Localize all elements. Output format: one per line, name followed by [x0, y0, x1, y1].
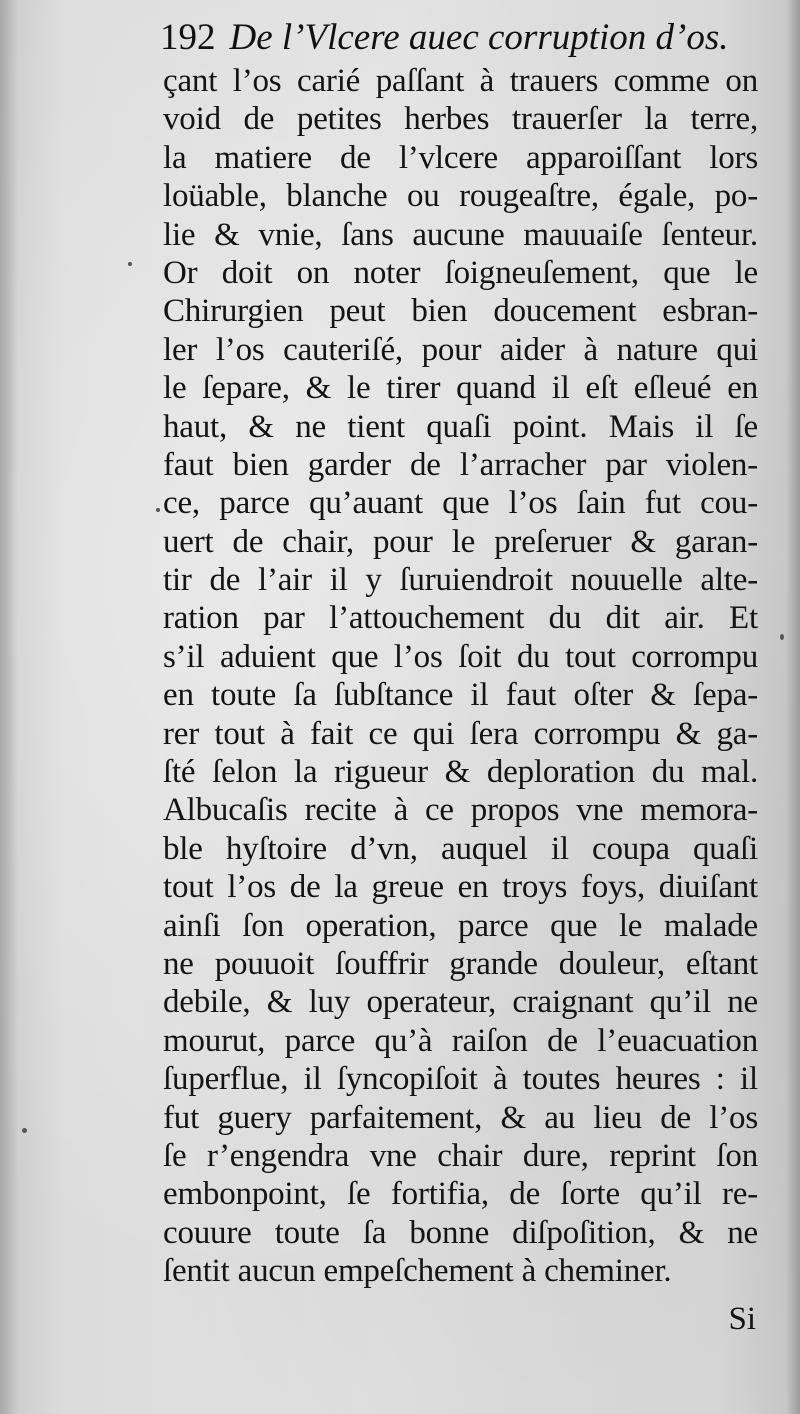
text-line: tout l’os de la greue en troys foys, diuiſant — [163, 869, 758, 906]
ink-speck — [22, 1128, 27, 1133]
ink-speck — [156, 508, 160, 512]
text-line: ler l’os cauteriſé, pour aider à nature qui — [163, 331, 758, 368]
text-line: faut bien garder de l’arracher par violen- — [163, 446, 758, 483]
text-line: haut, & ne tient quaſi point. Mais il ſe — [163, 408, 758, 445]
text-line: rer tout à fait ce qui ſera corrompu & ga- — [163, 715, 758, 752]
text-line: ce, parce qu’auant que l’os ſain fut cou- — [163, 485, 758, 522]
page-number: 192 — [160, 17, 216, 58]
text-line: uert de chair, pour le preſeruer & garan- — [163, 523, 758, 560]
text-line: Chirurgien peut bien doucement esbran- — [163, 293, 758, 330]
text-line: çant l’os carié paſſant à trauers comme on — [163, 63, 758, 99]
ink-speck — [780, 634, 784, 640]
ink-speck — [128, 262, 132, 266]
text-line: ſuperflue, il ſyncopiſoit à toutes heures : il — [163, 1061, 758, 1098]
text-line: fut guery parfaitement, & au lieu de l’os — [163, 1099, 758, 1136]
text-line: tir de l’air il y ſuruiendroit nouuelle alte- — [163, 562, 758, 599]
text-line: void de petites herbes trauerſer la terre, — [163, 101, 758, 138]
text-line: Albucaſis recite à ce propos vne memora- — [163, 792, 758, 829]
text-line: debile, & luy operateur, craignant qu’il ne — [163, 984, 758, 1021]
text-line: en toute ſa ſubſtance il faut oſter & ſepa- — [163, 677, 758, 714]
text-line: Or doit on noter ſoigneuſement, que le — [163, 254, 758, 291]
text-line: ainſi ſon operation, parce que le malade — [163, 907, 758, 944]
running-title: De l’Vlcere auec corruption d’os. — [229, 17, 729, 58]
text-line: le ſepare, & le tirer quand il eſt eſleué en — [163, 370, 758, 407]
text-line: ne pouuoit ſouffrir grande douleur, eſtant — [163, 945, 758, 982]
text-line: loüable, blanche ou rougeaſtre, égale, po- — [163, 178, 758, 215]
text-line: mourut, parce qu’à raiſon de l’euacuation — [163, 1022, 758, 1059]
text-line: couure toute ſa bonne diſpoſition, & ne — [163, 1214, 758, 1251]
text-line: embonpoint, ſe fortifia, de ſorte qu’il re- — [163, 1176, 758, 1213]
text-line: ble hyſtoire d’vn, auquel il coupa quaſi — [163, 830, 758, 867]
running-header — [160, 14, 760, 62]
page-gutter-shadow — [0, 0, 18, 1414]
text-line: s’il aduient que l’os ſoit du tout corrompu — [163, 638, 758, 675]
body-text — [163, 62, 758, 1291]
text-line: ration par l’attouchement du dit air. Et — [163, 600, 758, 637]
page-edge-shadow — [786, 0, 800, 1414]
text-line: ſe r’engendra vne chair dure, reprint ſon — [163, 1137, 758, 1174]
catchword: Si — [728, 1301, 756, 1337]
text-line: lie & vnie, ſans aucune mauuaiſe ſenteur. — [163, 216, 758, 253]
text-line: la matiere de l’vlcere apparoiſſant lors — [163, 139, 758, 176]
text-line: ſentit aucun empeſchement à cheminer. — [163, 1253, 672, 1290]
text-line: ſté ſelon la rigueur & deploration du mal. — [163, 754, 758, 791]
